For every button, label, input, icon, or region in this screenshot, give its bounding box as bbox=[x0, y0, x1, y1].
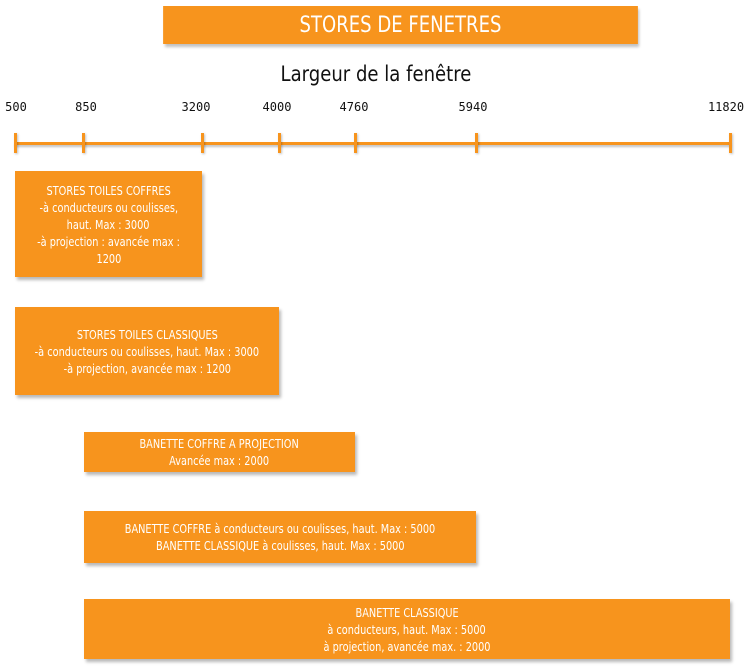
tick-label: 500 bbox=[5, 100, 27, 114]
range-box-stores-toiles-coffres bbox=[15, 171, 202, 277]
box-text-line: BANETTE COFFRE A PROJECTION bbox=[139, 436, 300, 451]
tick-mark bbox=[278, 133, 281, 153]
box-text-line: -à conducteurs ou coulisses, bbox=[39, 199, 178, 215]
tick-mark bbox=[82, 133, 85, 153]
range-box-stores-toiles-classiques bbox=[15, 307, 279, 395]
range-box-banette-classique bbox=[84, 599, 730, 659]
box-text-line: 1200 bbox=[96, 250, 121, 266]
tick-mark bbox=[201, 133, 204, 153]
box-text-line: -à projection, avancée max : 1200 bbox=[63, 360, 231, 376]
tick-mark bbox=[729, 133, 732, 153]
box-text-line: Avancée max : 2000 bbox=[169, 453, 270, 468]
tick-label: 4000 bbox=[262, 100, 292, 114]
box-text-line: BANETTE CLASSIQUE à coulisses, haut. Max : 5000 bbox=[155, 538, 405, 553]
range-box-banette-coffre-projection bbox=[84, 432, 355, 472]
box-text-line: BANETTE CLASSIQUE bbox=[355, 604, 459, 620]
box-text-line: haut. Max : 3000 bbox=[67, 216, 150, 232]
box-text-line: à projection, avancée max. : 2000 bbox=[323, 638, 491, 654]
box-text-line: STORES TOILES COFFRES bbox=[46, 182, 171, 198]
box-text-line: à conducteurs, haut. Max : 5000 bbox=[327, 621, 487, 637]
box-text-line: -à projection : avancée max : bbox=[37, 233, 180, 249]
box-text-line: STORES TOILES CLASSIQUES bbox=[76, 326, 218, 342]
tick-mark bbox=[354, 133, 357, 153]
box-text-line: BANETTE COFFRE à conducteurs ou coulisses, haut. Max : 5000 bbox=[124, 521, 436, 536]
axis-title: Largeur de la fenêtre bbox=[280, 62, 471, 86]
tick-label: 3200 bbox=[181, 100, 211, 114]
tick-label: 4760 bbox=[339, 100, 369, 114]
box-text-line: -à conducteurs ou coulisses, haut. Max : 3000 bbox=[34, 343, 260, 359]
range-box-banette-coffre-classique bbox=[84, 511, 476, 563]
tick-mark bbox=[14, 133, 17, 153]
tick-mark bbox=[475, 133, 478, 153]
tick-label: 5940 bbox=[458, 100, 488, 114]
tick-label: 850 bbox=[75, 100, 97, 114]
diagram-title: STORES DE FENETRES bbox=[163, 6, 638, 44]
axis-line bbox=[15, 142, 731, 145]
tick-label: 11820 bbox=[707, 100, 745, 114]
